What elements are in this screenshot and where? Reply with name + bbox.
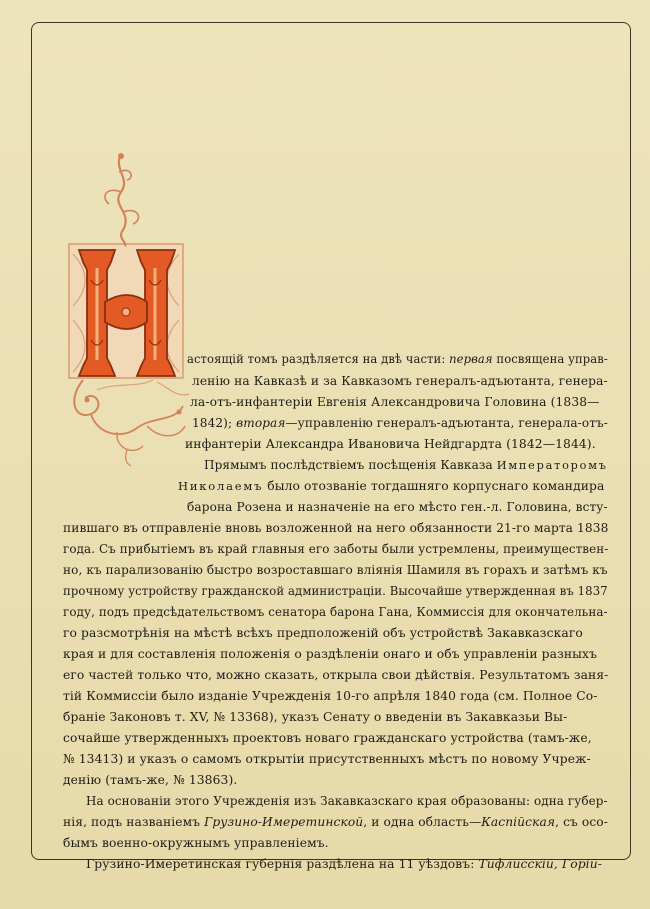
text-line-5: инфантеріи Александра Ивановича Нейдгардта (1842—1844). [185,437,596,451]
text-line-24: бымъ военно-окружнымъ управленіемъ. [63,836,329,850]
text-line-4: 1842); вторая—управленію генералъ-адъютанта, генерала-отъ- [192,416,608,430]
text-line-7: Николаемъ было отозваніе тогдашняго корпуснаго командира [178,479,605,493]
text-line-2: ленію на Кавказѣ и за Кавказомъ генералъ-адъютанта, генера- [192,374,608,388]
text-line-20: № 13413) и указъ о самомъ открытіи присутственныхъ мѣстъ по новому Учреж- [63,752,591,766]
text-line-14: го разсмотрѣнія на мѣстѣ всѣхъ предположеній объ устройствѣ Закавказскаго [63,626,583,640]
text-line-22: На основаніи этого Учрежденія изъ Закавказскаго края образованы: одна губер- [86,794,608,808]
text-line-12: прочному устройству гражданской администраціи. Высочайше утвержденная въ 1837 [63,584,608,598]
text-line-11: но, къ парализованію быстро возроставшаго вліянія Шамиля въ горахъ и затѣмъ къ [63,563,608,577]
text-line-9: пившаго въ отправленіе вновь возложенной на него обязанности 21-го марта 1838 [63,521,609,535]
text-line-8: барона Розена и назначеніе на его мѣсто ген.-л. Головина, всту- [187,500,608,514]
text-line-1: астоящій томъ раздѣляется на двѣ части: первая посвящена управ- [187,352,608,366]
text-line-21: денію (тамъ-же, № 13863). [63,773,238,787]
text-line-3: ла-отъ-инфантеріи Евгенія Александровича Головина (1838— [190,395,600,409]
text-line-19: сочайше утвержденныхъ проектовъ новаго гражданскаго устройства (тамъ-же, [63,731,592,745]
text-line-13: году, подъ предсѣдательствомъ сенатора барона Гана, Коммиссія для окончательна- [63,605,608,619]
text-line-18: браніе Законовъ т. XV, № 13368), указъ Сенату о введеніи въ Закавказьи Вы- [63,710,568,724]
ornamental-initial-icon [57,150,197,470]
text-line-10: года. Съ прибытіемъ въ край главныя его заботы были устремлены, преимуществен- [63,542,609,556]
text-line-23: нія, подъ названіемъ Грузино-Имеретинской, и одна область—Каспійская, съ осо- [63,815,608,829]
text-line-15: края и для составленія положенія о раздѣленіи онаго и объ управленіи разныхъ [63,647,598,661]
text-line-16: его частей только что, можно сказать, открыла свои дѣйствія. Результатомъ заня- [63,668,609,682]
text-line-25: Грузино-Имеретинская губернія раздѣлена на 11 уѣздовъ: Тифлисскій, Горій- [86,857,602,871]
text-line-6: Прямымъ послѣдствіемъ посѣщенія Кавказа Императоромъ [204,458,608,472]
text-line-17: тій Коммиссіи было изданіе Учрежденія 10-го апрѣля 1840 года (см. Полное Со- [63,689,598,703]
